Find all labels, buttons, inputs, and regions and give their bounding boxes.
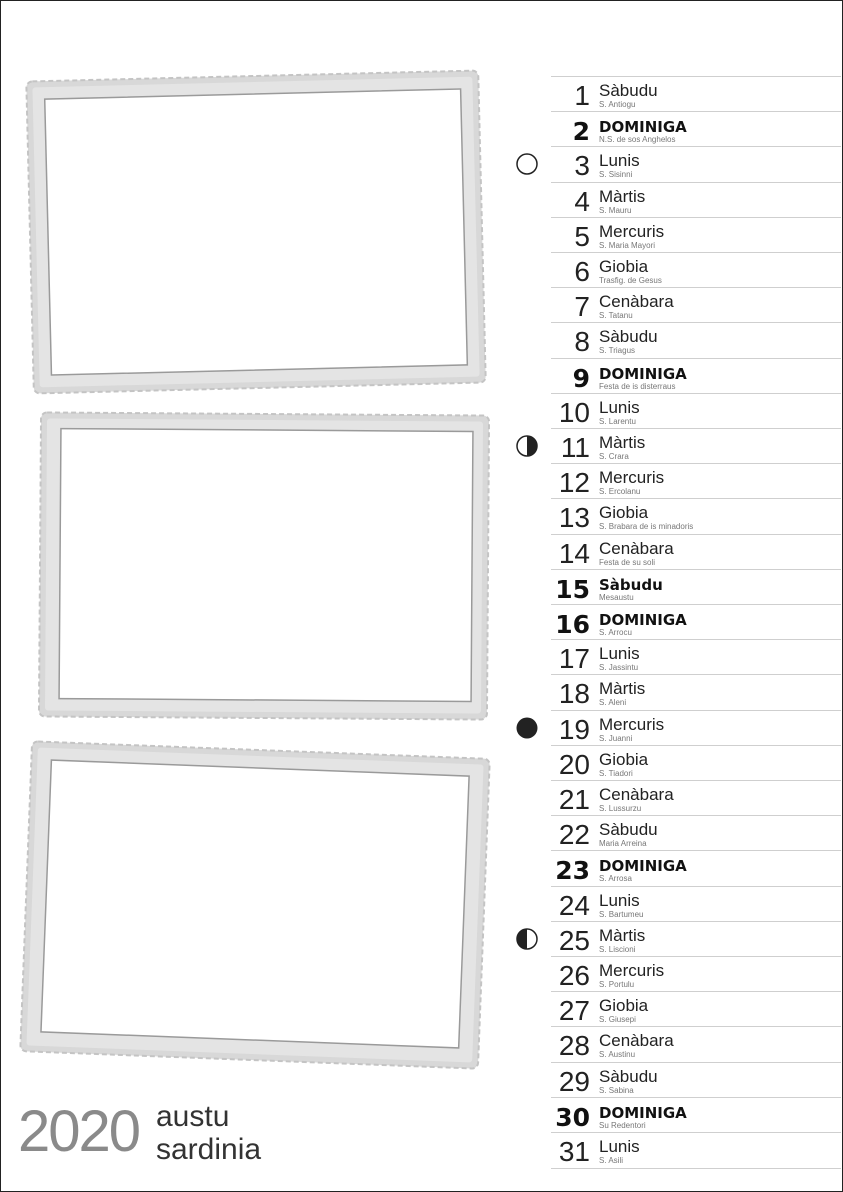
- day-row: [551, 850, 841, 886]
- day-row: [551, 569, 841, 605]
- day-number: 25: [558, 924, 590, 956]
- day-name: Sàbudu: [599, 81, 658, 100]
- day-row: [551, 146, 841, 182]
- day-row: [551, 1062, 841, 1098]
- day-number: 15: [555, 574, 590, 604]
- day-row: [551, 745, 841, 781]
- day-saint: S. Maria Mayori: [599, 240, 656, 250]
- day-saint: S. Tiadori: [599, 768, 633, 778]
- day-saint: N.S. de sos Anghelos: [599, 135, 676, 145]
- day-saint: S. Larentu: [599, 416, 636, 426]
- day-number: 8: [574, 326, 590, 358]
- day-name: Giobia: [599, 503, 649, 523]
- last-quarter-moon-icon: [515, 434, 539, 458]
- day-number: 17: [558, 643, 590, 675]
- day-name: Mercuris: [599, 961, 665, 980]
- day-row: [551, 182, 841, 218]
- day-name: Sàbudu: [599, 1066, 658, 1086]
- photo-frame-2: [30, 404, 498, 728]
- day-number: 3: [574, 150, 590, 182]
- day-row: [551, 604, 841, 640]
- calendar-month: austu: [156, 1100, 230, 1133]
- day-name: Giobia: [599, 749, 649, 769]
- day-number: 18: [558, 678, 590, 710]
- day-saint: S. Jassintu: [599, 663, 639, 673]
- day-name: Cenàbara: [599, 538, 674, 558]
- day-saint: S. Bartumeu: [599, 909, 644, 919]
- day-row: [551, 287, 841, 323]
- day-saint: Su Redentori: [599, 1120, 646, 1130]
- day-row: [551, 358, 841, 394]
- day-number: 22: [558, 819, 590, 851]
- day-row: [551, 886, 841, 922]
- day-number: 24: [558, 889, 590, 921]
- day-name: Giobia: [599, 996, 649, 1016]
- day-row: [551, 815, 841, 851]
- day-name: Cenàbara: [599, 785, 674, 804]
- day-number: 9: [572, 363, 590, 393]
- day-name: DOMINIGA: [599, 1103, 687, 1122]
- day-saint: S. Ercolanu: [599, 487, 641, 497]
- first-quarter-moon-icon: [515, 927, 539, 951]
- photo-frame-3: [12, 736, 498, 1074]
- day-name: Màrtis: [599, 679, 646, 699]
- day-number: 16: [555, 610, 590, 639]
- day-row: [551, 921, 841, 957]
- day-row: [551, 780, 841, 816]
- day-number: 13: [558, 502, 590, 534]
- day-saint: S. Arrocu: [599, 628, 632, 637]
- day-number: 11: [560, 432, 590, 463]
- day-name: DOMINIGA: [599, 118, 687, 137]
- day-saint: S. Portulu: [599, 980, 635, 989]
- day-row: [551, 1132, 841, 1169]
- day-name: Màrtis: [599, 186, 646, 206]
- day-number: 28: [558, 1030, 590, 1062]
- day-row: [551, 322, 841, 358]
- day-saint: S. Giusepi: [599, 1015, 636, 1025]
- day-saint: Festa de su soli: [599, 557, 656, 567]
- day-name: Lunis: [599, 397, 640, 417]
- day-number: 29: [558, 1065, 590, 1097]
- day-row: [551, 498, 841, 534]
- day-saint: S. Crara: [599, 452, 629, 461]
- day-saint: Festa de is disterraus: [599, 381, 676, 391]
- day-row: [551, 428, 841, 464]
- day-number: 19: [558, 713, 590, 745]
- day-name: Cenàbara: [599, 1031, 674, 1051]
- day-number: 27: [558, 995, 590, 1027]
- day-saint: S. Brabara de is minadoris: [599, 522, 694, 532]
- day-number: 1: [574, 80, 590, 111]
- new-moon-icon: [515, 716, 539, 740]
- day-name: Cenàbara: [599, 292, 674, 312]
- day-saint: Maria Arreina: [599, 839, 647, 849]
- day-name: Mercuris: [599, 468, 665, 488]
- day-saint: S. Mauru: [599, 205, 632, 215]
- day-row: [551, 217, 841, 253]
- day-saint: S. Liscioni: [599, 944, 636, 954]
- day-number: 4: [574, 185, 590, 217]
- day-number: 21: [558, 784, 590, 815]
- day-saint: Trasfig. de Gesus: [599, 276, 662, 285]
- day-number: 23: [555, 856, 590, 886]
- day-row: [551, 534, 841, 570]
- day-number: 14: [558, 537, 590, 569]
- day-name: DOMINIGA: [599, 364, 687, 383]
- day-name: DOMINIGA: [599, 857, 687, 876]
- day-name: Lunis: [599, 151, 640, 171]
- day-row: [551, 710, 841, 746]
- day-number: 20: [558, 748, 590, 780]
- day-saint: S. Juanni: [599, 733, 633, 743]
- day-number: 12: [558, 467, 590, 499]
- day-row: [551, 463, 841, 499]
- day-row: [551, 639, 841, 675]
- day-saint: Mesaustu: [599, 592, 634, 602]
- day-name: Lunis: [599, 644, 640, 664]
- day-number: 30: [555, 1102, 590, 1132]
- full-moon-icon: [515, 152, 539, 176]
- calendar-year: 2020: [18, 1099, 140, 1164]
- day-name: Sàbudu: [599, 327, 658, 347]
- day-name: Mercuris: [599, 714, 665, 734]
- day-saint: S. Sabina: [599, 1085, 634, 1095]
- day-name: Màrtis: [599, 433, 646, 452]
- day-name: Lunis: [599, 890, 640, 910]
- day-number: 6: [574, 256, 590, 287]
- day-saint: S. Triagus: [599, 346, 636, 356]
- calendar-region: sardinia: [156, 1133, 262, 1166]
- day-row: [551, 991, 841, 1027]
- day-name: Lunis: [599, 1137, 640, 1156]
- day-row: [551, 1026, 841, 1062]
- day-name: Giobia: [599, 257, 649, 276]
- day-saint: S. Arrosa: [599, 874, 632, 884]
- day-number: 26: [558, 960, 590, 991]
- day-number: 31: [558, 1136, 590, 1167]
- day-name: Mercuris: [599, 221, 665, 241]
- day-name: DOMINIGA: [599, 611, 687, 629]
- day-row: [551, 1097, 841, 1133]
- day-saint: S. Sisinni: [599, 170, 633, 180]
- day-saint: S. Antiogu: [599, 100, 636, 109]
- day-saint: S. Tatanu: [599, 311, 633, 321]
- day-row: [551, 111, 841, 147]
- day-row: [551, 252, 841, 288]
- day-name: Sàbudu: [599, 575, 663, 594]
- day-saint: S. Asili: [599, 1156, 624, 1165]
- day-saint: S. Lussurzu: [599, 804, 642, 813]
- day-saint: S. Aleni: [599, 698, 627, 708]
- day-saint: S. Austinu: [599, 1050, 636, 1060]
- day-number: 10: [558, 396, 590, 428]
- day-number: 2: [572, 117, 590, 147]
- day-name: Màrtis: [599, 925, 646, 945]
- photo-frame-1: [18, 60, 494, 402]
- day-name: Sàbudu: [599, 820, 658, 840]
- day-number: 5: [574, 220, 590, 252]
- day-row: [551, 674, 841, 710]
- day-row: [551, 76, 841, 112]
- day-row: [551, 393, 841, 429]
- day-row: [551, 956, 841, 992]
- day-number: 7: [574, 291, 590, 323]
